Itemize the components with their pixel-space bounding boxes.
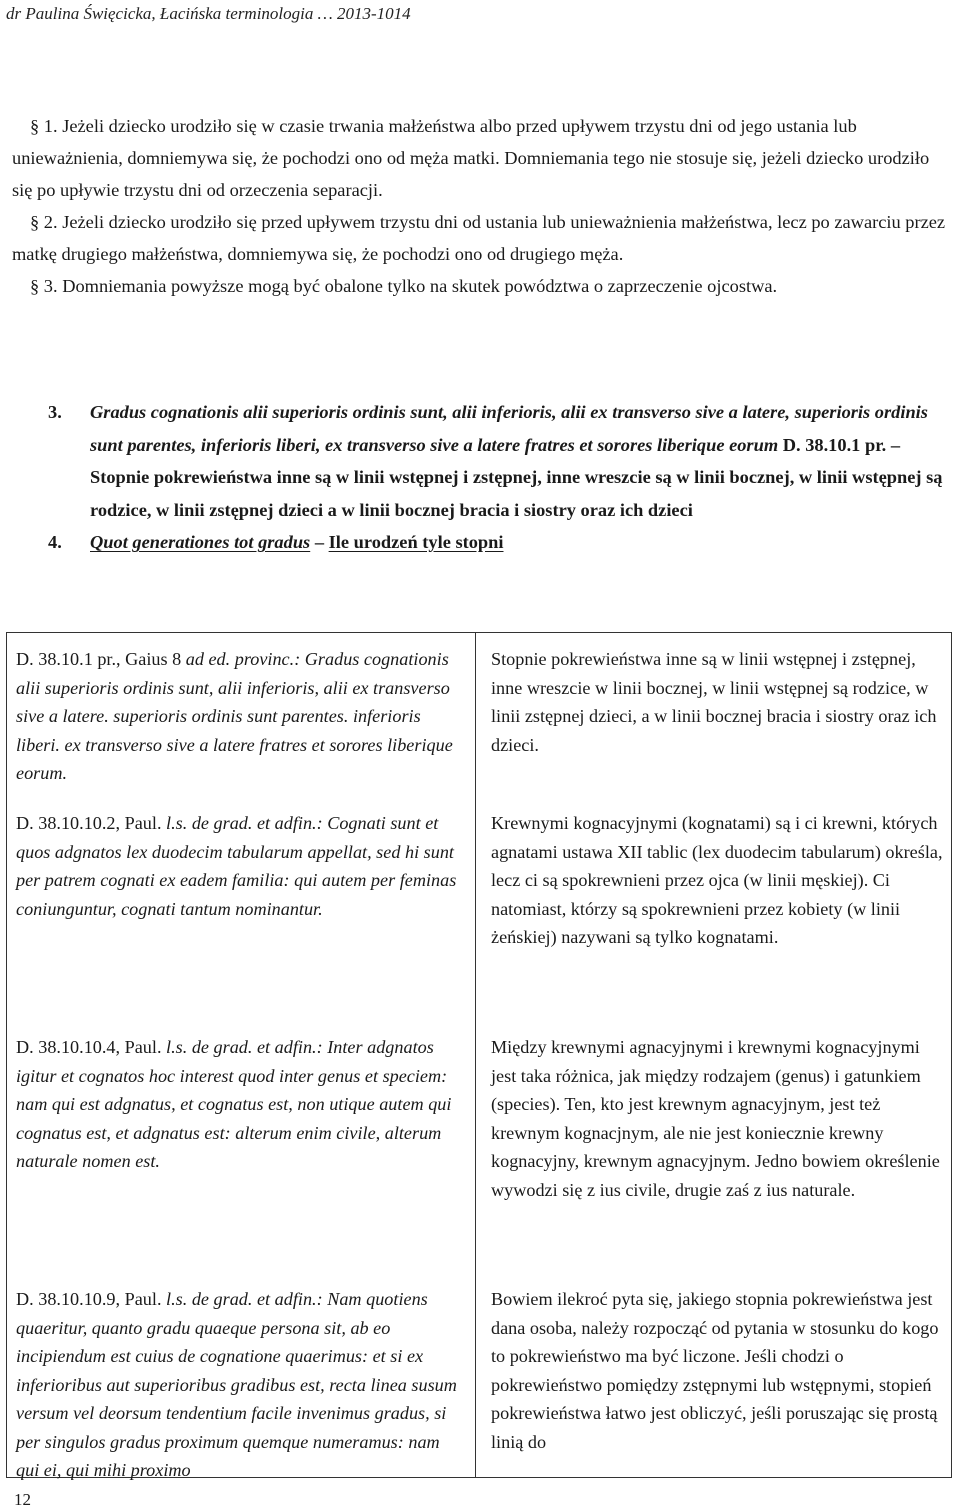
source-reference: D. 38.10.1 pr., Gaius 8	[16, 649, 186, 669]
section-sign: §	[30, 116, 44, 136]
source-reference: D. 38.10.10.4, Paul.	[16, 1037, 167, 1057]
polish-definition: Stopnie pokrewieństwa inne są w linii wstępnej i zstępnej, inne wreszcie są w linii bocznej, w linii wstępnej są rodzice, w linii zstępnej dzieci a w linii bocznej bracia i siostry oraz ich dzieci	[90, 467, 943, 520]
source-title: l.s. de grad. et adfin.	[166, 813, 317, 833]
latin-text: : Gradus cognationis alii superioris ordinis sunt, alii inferioris, alii ex transverso sive a latere. superioris ordinis sunt parentes. inferioris liberi. ex transverso sive a latere fratres et sorores liberique eorum.	[16, 649, 453, 783]
latin-source-cell	[16, 645, 466, 788]
latin-source-cell	[16, 809, 466, 923]
latin-source-cell	[16, 1033, 466, 1176]
item-number: 3.	[48, 402, 62, 422]
digest-reference: D. 38.10.1 pr.	[778, 434, 891, 455]
running-header: dr Paulina Święcicka, Łacińska terminologia … 2013-1014	[6, 4, 411, 23]
paragraph-1-text: 1. Jeżeli dziecko urodziło się w czasie trwania małżeństwa albo przed upływem trzystu dni od jego ustania lub unieważnienia, domniemywa się, że pochodzi ono od męża matki. Domniemania tego nie stosuje się, jeżeli dziecko urodziło się po upływie trzystu dni od orzeczenia separacji.	[12, 116, 930, 200]
source-title: ad ed. provinc.	[185, 649, 295, 669]
source-title: l.s. de grad. et adfin.	[166, 1289, 317, 1309]
polish-maxim: Ile urodzeń tyle stopni	[328, 532, 504, 552]
column-divider	[475, 633, 476, 1477]
paragraph-3-text: 3. Domniemania powyższe mogą być obalone tylko na skutek powództwa o zaprzeczenie ojcostwa.	[43, 276, 778, 296]
definition-block	[48, 396, 953, 559]
latin-text: : Inter adgnatos igitur et cognatos hoc interest quod inter genus et speciem: nam qui est adgnatus, et cognatus est, non utique autem qui cognatus est, et adgnatus est: alterum enim civile, alterum naturale nomen est.	[16, 1037, 452, 1171]
latin-text: : Cognati sunt et quos adgnatos lex duodecim tabularum appellat, sed hi sunt per patrem cognati ex eadem familia: qui autem per feminas coniunguntur, cognati tantum nominantur.	[16, 813, 457, 919]
polish-translation-cell: Stopnie pokrewieństwa inne są w linii wstępnej i zstępnej, inne wreszcie w linii bocznej, w linii wstępnej są rodzice, w linii zstępnej dzieci, a w linii bocznej bracia i siostry oraz ich dzieci.	[491, 649, 937, 755]
dash: –	[310, 532, 329, 552]
item-4	[48, 526, 953, 559]
polish-translation-cell: Bowiem ilekroć pyta się, jakiego stopnia pokrewieństwa jest dana osoba, należy rozpocząć od pytania w stosunku do kogo to pokrewieństwo ma być liczone. Jeśli chodzi o pokrewieństwo pomiędzy zstępnymi lub wstępnymi, stopień pokrewieństwa łatwo jest obliczyć, jeśli poruszając się prostą linią do	[491, 1289, 939, 1452]
paragraph-2	[12, 206, 947, 270]
polish-translation-cell: Między krewnymi agnacyjnymi i krewnymi kognacyjnymi jest taka różnica, jak między rodzajem (genus) i gatunkiem (species). Ten, kto jest krewnym agnacyjnym, jest też krewnym kognacjnym, ale nie jest koniecznie krewny kognacyjny, krewnym agnacyjnym. Jedno bowiem określenie wywodzi się z ius civile, drugie zaś z ius naturale.	[491, 1037, 940, 1200]
item-number: 4.	[48, 532, 62, 552]
dash: –	[890, 434, 901, 455]
item-4-body	[90, 526, 953, 559]
latin-source-cell	[16, 1285, 466, 1485]
paragraph-2-text: 2. Jeżeli dziecko urodziło się przed upływem trzystu dni od ustania lub unieważnienia małżeństwa, lecz po zawarciu przez matkę drugiego małżeństwa, domniemywa się, że pochodzi ono od drugiego męża.	[12, 212, 946, 264]
latin-definition: Gradus cognationis alii superioris ordinis sunt, alii inferioris, alii ex transverso sive a latere, superioris ordinis sunt parentes, inferioris liberi, ex transverso sive a latere fratres et sorores liberique eorum	[90, 402, 928, 455]
source-translation-table	[6, 632, 952, 1478]
item-3-body	[90, 396, 953, 526]
section-sign: §	[30, 276, 44, 296]
item-3	[48, 396, 953, 526]
section-sign: §	[30, 212, 44, 232]
source-title: l.s. de grad. et adfin.	[166, 1037, 317, 1057]
intro-text	[12, 110, 947, 302]
polish-translation-cell: Krewnymi kognacyjnymi (kognatami) są i ci krewni, których agnatami ustawa XII tablic (lex duodecim tabularum) określa, lecz ci są spokrewnieni przez ojca (w linii męskiej). Ci natomiast, którzy są spokrewnieni przez kobiety (w linii żeńskiej) nazywani są tylko kognatami.	[491, 813, 943, 947]
source-reference: D. 38.10.10.2, Paul.	[16, 813, 167, 833]
page-number: 12	[14, 1490, 31, 1509]
source-reference: D. 38.10.10.9, Paul.	[16, 1289, 167, 1309]
paragraph-1	[12, 110, 947, 206]
latin-maxim: Quot generationes tot gradus	[90, 532, 311, 552]
paragraph-3	[12, 270, 947, 302]
latin-text: : Nam quotiens quaeritur, quanto gradu quaeque persona sit, ab eo incipiendum est cuius de cognatione quaerimus: et si ex inferioribus aut superioribus gradibus est, recta linea susum versum vel deorsum tendentium facile invenimus gradus, si per singulos gradus proximum quemque numeramus: nam qui ei, qui mihi proximo	[16, 1289, 457, 1480]
